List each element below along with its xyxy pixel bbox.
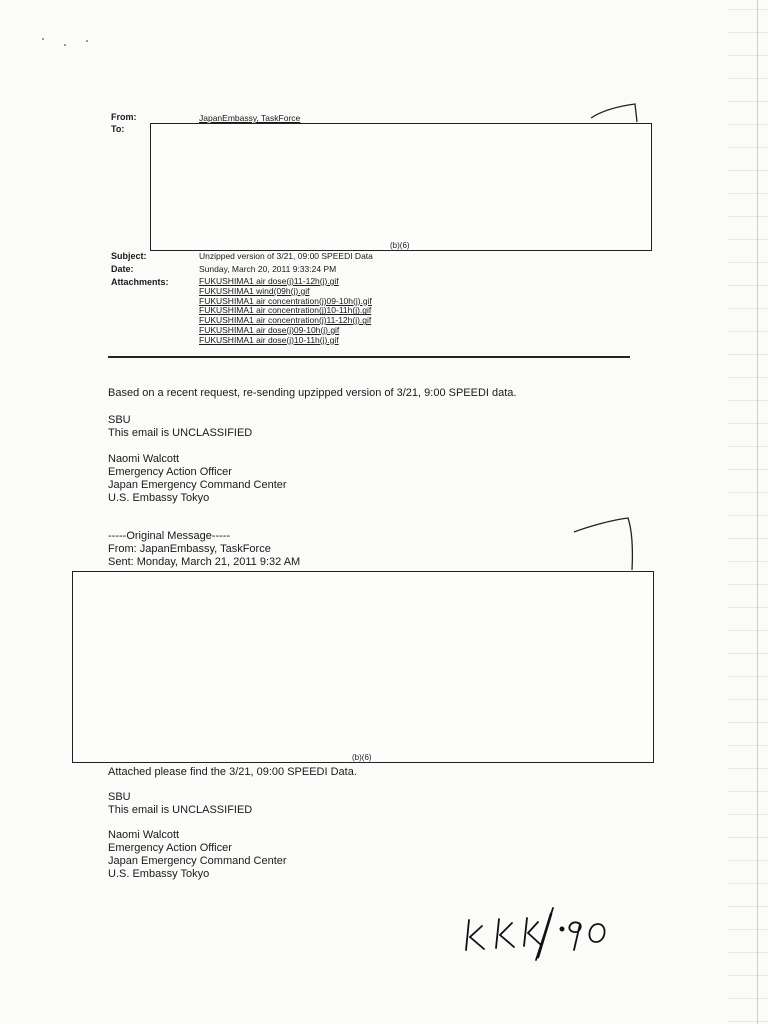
message-intro: Based on a recent request, re-sending upzipped version of 3/21, 9:00 SPEEDI data. [108,387,517,399]
signature-office: Japan Emergency Command Center [108,855,287,867]
signature-name: Naomi Walcott [108,829,180,841]
subject-label: Subject: [111,251,147,261]
attachments-list [199,277,372,346]
unclassified-notice: This email is UNCLASSIFIED [108,427,253,439]
original-message-divider: -----Original Message----- [108,530,231,542]
original-body: Attached please find the 3/21, 09:00 SPEEDI Data. [108,766,357,778]
signature-location: U.S. Embassy Tokyo [108,492,210,504]
scan-speck [64,44,66,46]
classification-label: SBU [108,791,131,803]
signature-location: U.S. Embassy Tokyo [108,868,210,880]
date-label: Date: [111,264,134,274]
header-divider [108,356,630,358]
to-label: To: [111,124,125,134]
subject-value: Unzipped version of 3/21, 09:00 SPEEDI Data [199,251,373,261]
original-redaction-box [72,571,654,763]
attachment-link[interactable]: FUKUSHIMA1 air dose(j)10-11h(j).gif [199,334,339,345]
redaction-code: (b)(6) [390,241,410,250]
original-signature-block [108,829,287,881]
handwritten-bracket-mark [570,512,642,576]
scan-edge-line [757,0,758,1024]
original-from-line: From: JapanEmbassy, TaskForce [108,543,271,555]
scan-speck [86,40,88,42]
redaction-code: (b)(6) [352,753,372,762]
signature-title: Emergency Action Officer [108,842,232,854]
attachment-link[interactable]: FUKUSHIMA1 air concentration(j)10-11h(j).gif [199,305,372,316]
to-redaction-box [150,123,652,251]
original-sent-line: Sent: Monday, March 21, 2011 9:32 AM [108,556,301,568]
unclassified-notice: This email is UNCLASSIFIED [108,804,253,816]
from-label: From: [111,112,137,122]
signature-title: Emergency Action Officer [108,466,232,478]
scan-edge-noise [728,0,768,1024]
attachment-link[interactable]: FUKUSHIMA1 wind(09h(j).gif [199,285,310,296]
attachments-label: Attachments: [111,277,169,287]
signature-block [108,453,287,505]
signature-name: Naomi Walcott [108,453,180,465]
attachment-link[interactable]: FUKUSHIMA1 air dose(j)11-12h(j).gif [199,276,339,286]
classification-label: SBU [108,414,131,426]
attachment-link[interactable]: FUKUSHIMA1 air concentration(j)09-10h(j).gif [199,295,372,306]
handwritten-page-mark [458,902,618,964]
date-value: Sunday, March 20, 2011 9:33:24 PM [199,264,337,274]
attachment-link[interactable]: FUKUSHIMA1 air dose(j)09-10h(j).gif [199,324,340,335]
signature-office: Japan Emergency Command Center [108,479,287,491]
scan-speck [42,38,44,40]
attachment-link[interactable]: FUKUSHIMA1 air concentration(j)11-12h(j).gif [199,315,372,326]
from-value[interactable]: JapanEmbassy, TaskForce [199,113,301,123]
